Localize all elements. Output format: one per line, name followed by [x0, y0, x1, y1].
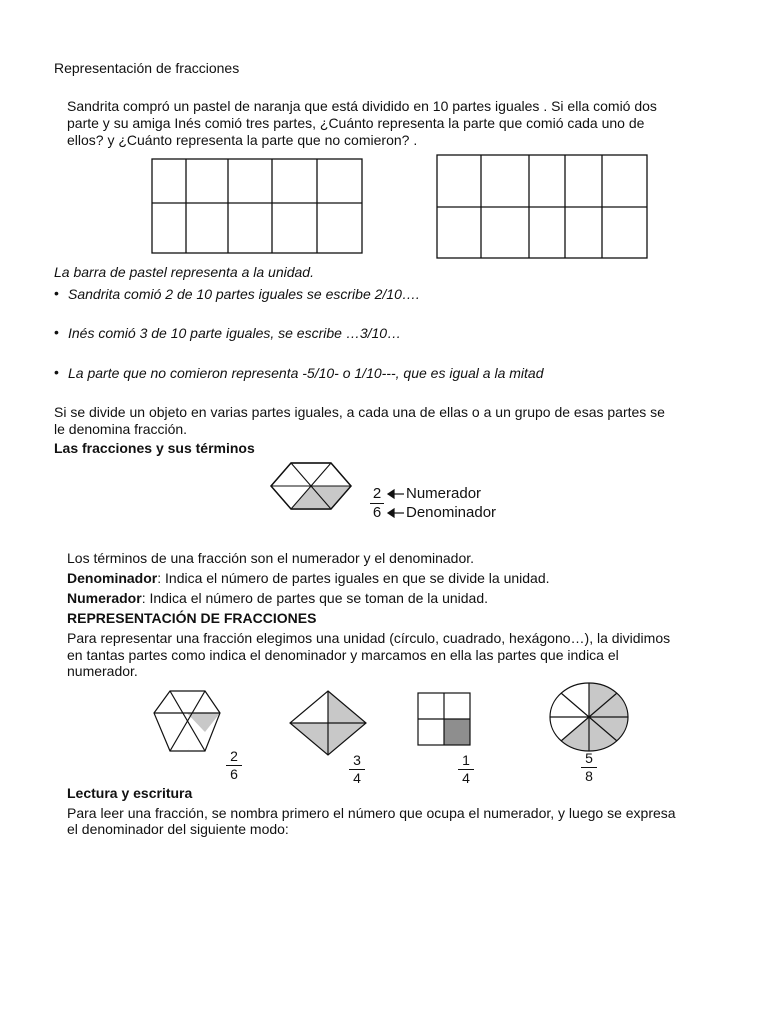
fraction-denominator: 6 — [230, 766, 238, 782]
fraction-denominator: 8 — [585, 768, 593, 784]
problem-line-1: Sandrita compró un pastel de naranja que está dividido en 10 partes iguales . Si ella comió dos — [67, 98, 657, 114]
numerator-label: Numerador — [406, 485, 482, 502]
example-diamond — [290, 691, 366, 755]
denominador-term: Denominador — [67, 570, 158, 586]
problem-line-2: parte y su amiga Inés comió tres partes, ¿Cuánto representa la parte que comió cada uno de — [67, 115, 645, 131]
problem-line-3: ellos? y ¿Cuánto representa la parte que no comieron? . — [67, 132, 418, 148]
reading-line-2: el denominador del siguiente modo: — [67, 821, 289, 837]
definition-line-2: le denomina fracción. — [54, 421, 188, 437]
reading-heading: Lectura y escritura — [67, 785, 193, 801]
fraction-numerator: 5 — [585, 750, 593, 766]
fraction-denominator: 4 — [462, 770, 470, 786]
bullet-ines: Inés comió 3 de 10 parte iguales, se escribe …3/10… — [68, 325, 402, 341]
bullet-marker: • — [54, 364, 59, 380]
example-hexagon — [154, 691, 220, 751]
bullet-sandrita: Sandrita comió 2 de 10 partes iguales se escribe 2/10…. — [68, 286, 420, 302]
bullet-marker: • — [54, 324, 59, 340]
terms-denominator: 6 — [372, 504, 382, 521]
definition-line-1: Si se divide un objeto en varias partes iguales, a cada una de ellas o a un grupo de esas partes se — [54, 404, 665, 420]
unit-note: La barra de pastel representa a la unidad. — [54, 264, 314, 280]
example-fraction-square — [458, 753, 474, 786]
representation-line-2: en tantas partes como indica el denominador y marcamos en ella las partes que indica el — [67, 647, 619, 663]
representation-line-3: numerador. — [67, 663, 138, 679]
terms-numerator: 2 — [372, 485, 382, 502]
representation-heading: REPRESENTACIÓN DE FRACCIONES — [67, 610, 317, 626]
representation-line-1: Para representar una fracción elegimos una unidad (círculo, cuadrado, hexágono…), la dividimos — [67, 630, 671, 646]
fraction-numerator: 2 — [230, 748, 238, 764]
terms-text: Los términos de una fracción son el numerador y el denominador. — [67, 550, 475, 566]
example-square — [418, 693, 470, 745]
page-title: Representación de fracciones — [54, 60, 240, 76]
example-fraction-hexagon — [226, 749, 242, 782]
example-fraction-circle — [581, 751, 597, 784]
terms-heading: Las fracciones y sus términos — [54, 440, 255, 456]
denominador-text: : Indica el número de partes iguales en que se divide la unidad. — [157, 570, 550, 586]
bullet-marker: • — [54, 285, 59, 301]
reading-line-1: Para leer una fracción, se nombra primero el número que ocupa el numerador, y luego se expresa — [67, 805, 676, 821]
fraction-denominator: 4 — [353, 770, 361, 786]
fraction-numerator: 1 — [462, 752, 470, 768]
bullet-remaining: La parte que no comieron representa -5/10- o 1/10---, que es igual a la mitad — [68, 365, 544, 381]
fraction-numerator: 3 — [353, 752, 361, 768]
numerador-term: Numerador — [67, 590, 142, 606]
denominator-label: Denominador — [406, 504, 497, 521]
numerador-text: : Indica el número de partes que se toman de la unidad. — [141, 590, 489, 606]
example-circle — [550, 683, 628, 751]
example-fraction-diamond — [349, 753, 365, 786]
